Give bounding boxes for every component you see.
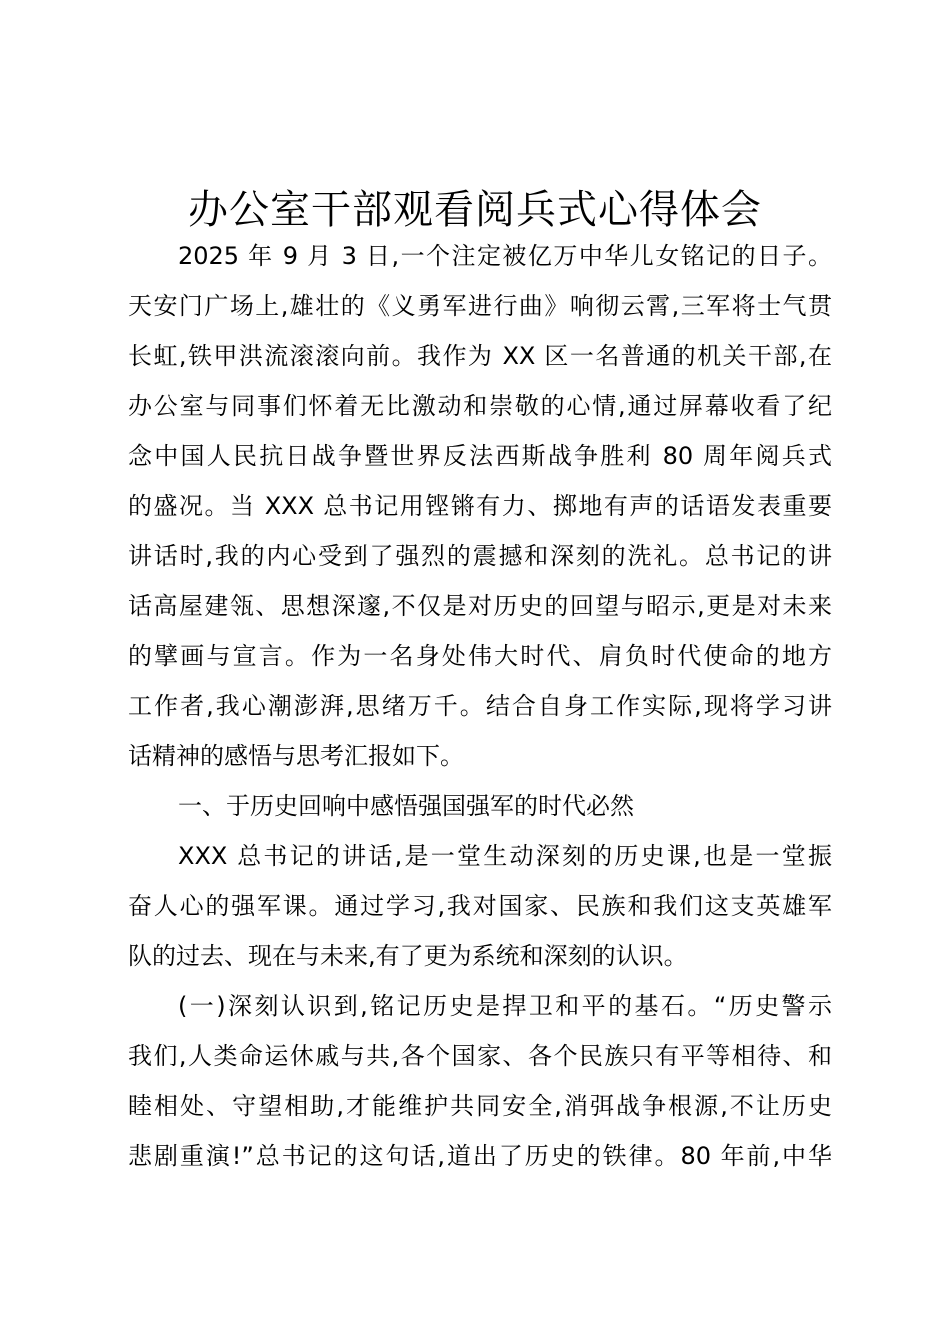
document-title: 办公室干部观看阅兵式心得体会 bbox=[188, 187, 762, 233]
text-line: (一)深刻认识到,铭记历史是捍卫和平的基石。“历史警示 bbox=[178, 992, 832, 1020]
text-line: XXX 总书记的讲话,是一堂生动深刻的历史课,也是一堂振 bbox=[178, 842, 832, 870]
paragraph bbox=[128, 981, 832, 1181]
text-line: 工作者,我心潮澎湃,思绪万千。结合自身工作实际,现将学习讲 bbox=[128, 692, 832, 720]
text-line: 念中国人民抗日战争暨世界反法西斯战争胜利 80 周年阅兵式 bbox=[128, 442, 832, 470]
text-line: 的盛况。当 XXX 总书记用铿锵有力、掷地有声的话语发表重要 bbox=[128, 492, 832, 520]
text-line: 话高屋建瓴、思想深邃,不仅是对历史的回望与昭示,更是对未来 bbox=[128, 592, 832, 620]
section-heading bbox=[128, 781, 832, 831]
text-line: 讲话时,我的内心受到了强烈的震撼和深刻的洗礼。总书记的讲 bbox=[128, 542, 832, 570]
text-line: 奋人心的强军课。通过学习,我对国家、民族和我们这支英雄军 bbox=[128, 892, 832, 920]
text-line: 我们,人类命运休戚与共,各个国家、各个民族只有平等相待、和 bbox=[128, 1042, 832, 1070]
text-line: 队的过去、现在与未来,有了更为系统和深刻的认识。 bbox=[128, 942, 688, 970]
text-line: 2025 年 9 月 3 日,一个注定被亿万中华儿女铭记的日子。 bbox=[178, 242, 832, 270]
text-line: 睦相处、守望相助,才能维护共同安全,消弭战争根源,不让历史 bbox=[128, 1092, 832, 1120]
paragraph bbox=[128, 231, 832, 781]
text-line: 悲剧重演!”总书记的这句话,道出了历史的铁律。80 年前,中华 bbox=[128, 1142, 832, 1170]
text-line: 一、于历史回响中感悟强国强军的时代必然 bbox=[178, 792, 634, 820]
text-line: 话精神的感悟与思考汇报如下。 bbox=[128, 742, 464, 770]
paragraph bbox=[128, 831, 832, 981]
document-body bbox=[128, 231, 832, 1181]
text-line: 办公室与同事们怀着无比激动和崇敬的心情,通过屏幕收看了纪 bbox=[128, 392, 832, 420]
text-line: 的擘画与宣言。作为一名身处伟大时代、肩负时代使命的地方 bbox=[128, 642, 832, 670]
text-line: 长虹,铁甲洪流滚滚向前。我作为 XX 区一名普通的机关干部,在 bbox=[128, 342, 832, 370]
text-line: 天安门广场上,雄壮的《义勇军进行曲》响彻云霄,三军将士气贯 bbox=[128, 292, 832, 320]
